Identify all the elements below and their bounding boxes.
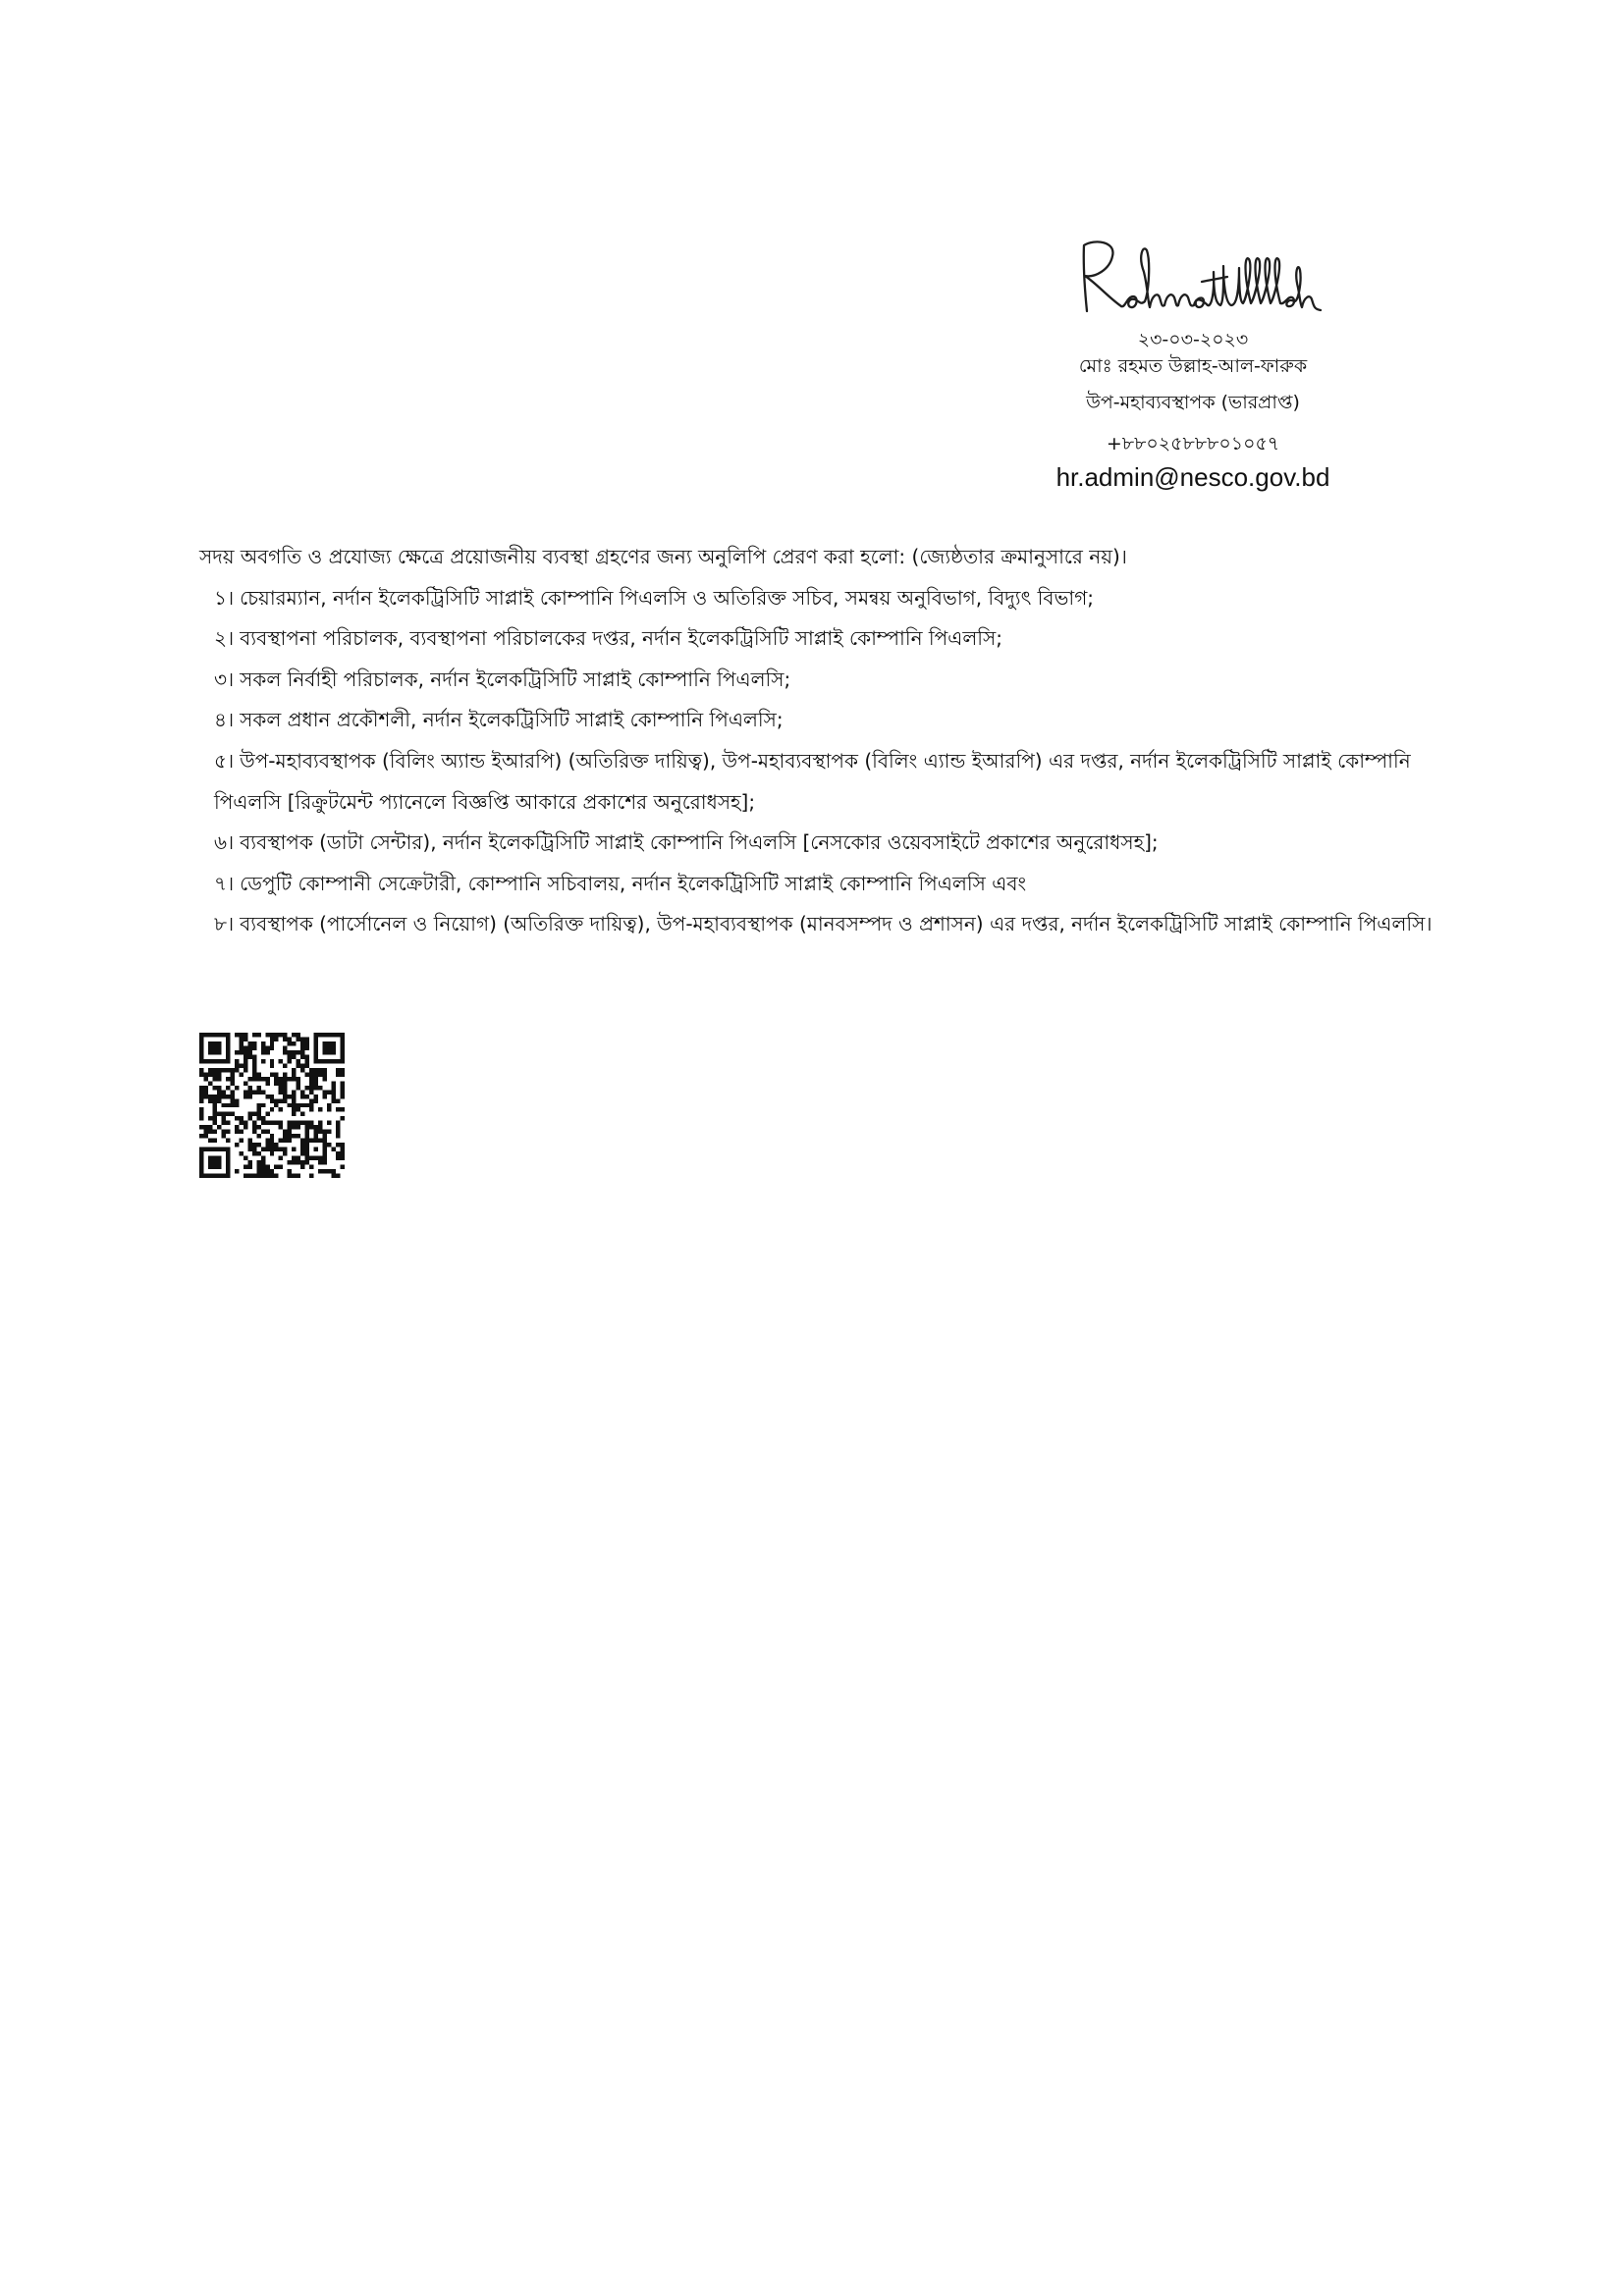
- list-item: [214, 660, 1441, 701]
- distribution-section: [199, 537, 1441, 945]
- list-item: [214, 904, 1441, 945]
- list-item: [214, 700, 1441, 741]
- list-item: [214, 864, 1441, 905]
- list-item-text: উপ-মহাব্যবস্থাপক (বিলিং অ্যান্ড ইআরপি) (অতিরিক্ত দায়িত্ব), উপ-মহাব্যবস্থাপক (বিলিং এ্যান্ড ইআরপি) এর দপ্তর, নর্দান ইলেকট্রিসিটি সাপ্লাই কোম্পানি পিএলসি [রিক্রুটমেন্ট প্যানেলে বিজ্ঞপ্তি আকারে প্রকাশের অনুরোধসহ];: [214, 748, 1411, 814]
- list-item-text: ডেপুটি কোম্পানী সেক্রেটারী, কোম্পানি সচিবালয়, নর্দান ইলেকট্রিসিটি সাপ্লাই কোম্পানি পিএলসি এবং: [240, 871, 1027, 895]
- qr-code-icon: [199, 1033, 345, 1178]
- list-item: [214, 618, 1441, 660]
- list-item-number: ১।: [214, 585, 235, 610]
- signature-stroke: [1084, 241, 1121, 311]
- signature-stroke: [1121, 248, 1321, 310]
- list-item: [214, 823, 1441, 864]
- list-item-text: চেয়ারম্যান, নর্দান ইলেকট্রিসিটি সাপ্লাই কোম্পানি পিএলসি ও অতিরিক্ত সচিব, সমন্বয় অনুবিভাগ, বিদ্যুৎ বিভাগ;: [240, 585, 1095, 610]
- list-item: [214, 741, 1441, 823]
- signatory-phone: +৮৮০২৫৮৮৮০১০৫৭: [1106, 433, 1280, 454]
- signature-date: ২৩-০৩-২০২৩: [1137, 329, 1249, 350]
- list-item-number: ২।: [214, 626, 235, 651]
- list-item-number: ৪।: [214, 708, 235, 732]
- signatory-name: মোঃ রহমত উল্লাহ-আল-ফারুক: [1078, 355, 1308, 377]
- list-item: [214, 578, 1441, 619]
- list-item-number: ৭।: [214, 871, 235, 895]
- list-item-text: ব্যবস্থাপক (পার্সোনেল ও নিয়োগ) (অতিরিক্ত দায়িত্ব), উপ-মহাব্যবস্থাপক (মানবসম্পদ ও প্রশাসন) এর দপ্তর, নর্দান ইলেকট্রিসিটি সাপ্লাই কোম্পানি পিএলসি।: [240, 912, 1433, 936]
- list-item-number: ৩।: [214, 667, 235, 691]
- list-item-text: ব্যবস্থাপক (ডাটা সেন্টার), নর্দান ইলেকট্রিসিটি সাপ্লাই কোম্পানি পিএলসি [নেসকোর ওয়েবসাইটে প্রকাশের অনুরোধসহ];: [240, 830, 1159, 855]
- distribution-intro: সদয় অবগতি ও প্রযোজ্য ক্ষেত্রে প্রয়োজনীয় ব্যবস্থা গ্রহণের জন্য অনুলিপি প্রেরণ করা হলো: (জ্যেষ্ঠতার ক্রমানুসারে নয়)।: [199, 545, 1127, 568]
- signature: [1065, 233, 1330, 321]
- signatory-email: hr.admin@nesco.gov.bd: [1055, 462, 1330, 492]
- qr-modules: [199, 1033, 345, 1178]
- signatory-designation: উপ-মহাব্যবস্থাপক (ভারপ্রাপ্ত): [1086, 392, 1300, 413]
- distribution-list: [199, 578, 1441, 945]
- list-item-text: সকল প্রধান প্রকৌশলী, নর্দান ইলেকট্রিসিটি সাপ্লাই কোম্পানি পিএলসি;: [240, 708, 784, 732]
- list-item-number: ৫।: [214, 748, 235, 773]
- list-item-text: সকল নির্বাহী পরিচালক, নর্দান ইলেকট্রিসিটি সাপ্লাই কোম্পানি পিএলসি;: [240, 667, 791, 691]
- list-item-number: ৮।: [214, 912, 235, 936]
- list-item-text: ব্যবস্থাপনা পরিচালক, ব্যবস্থাপনা পরিচালকের দপ্তর, নর্দান ইলেকট্রিসিটি সাপ্লাই কোম্পানি পিএলসি;: [240, 626, 1002, 651]
- list-item-number: ৬।: [214, 830, 235, 855]
